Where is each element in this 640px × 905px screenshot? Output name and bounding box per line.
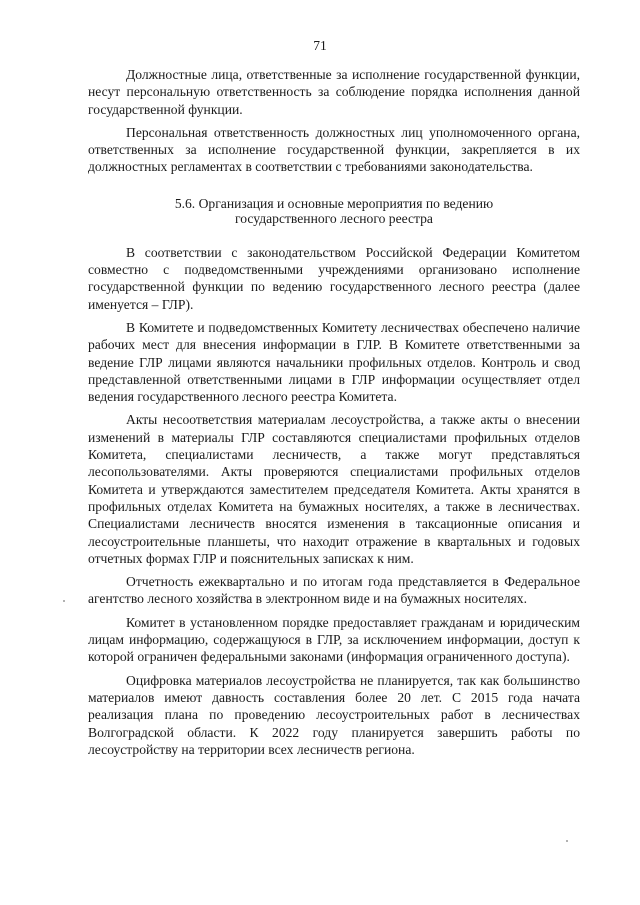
scan-speck: [566, 840, 568, 842]
paragraph-acts: Акты несоответствия материалам лесоустройства, а также акты о внесении изменений в материалы ГЛР составляются специалистами профильных отделов Комитета, специалистами лесничеств, а также могут представляться лесопользователями. Акты проверяются специалистами профильных отделов Комитета и утверждаются заместителем председателя Комитета. Акты хранятся в профильных отделах Комитета на бумажных носителях, а также в лесничествах. Специалистами лесничеств вносятся изменения в таксационные описания и лесоустроительные планшеты, что находит отражение в квартальных и годовых отчетных формах ГЛР и пояснительных записках к ним.: [88, 412, 580, 566]
paragraph-workplaces: В Комитете и подведомственных Комитету лесничествах обеспечено наличие рабочих мест для внесения информации в ГЛР. В Комитете ответственными за ведение ГЛР лицами являются начальники профильных отделов. Контроль и свод представленной ответственными лицами в ГЛР информации осуществляет отдел ведения государственного лесного реестра Комитета.: [88, 319, 580, 405]
page-number: 71: [313, 38, 327, 53]
paragraph-reporting: Отчетность ежеквартально и по итогам года представляется в Федеральное агентство лесного хозяйства в электронном виде и на бумажных носителях.: [88, 574, 580, 607]
section-title-line-2: государственного лесного реестра: [235, 210, 433, 226]
paragraph-glr-organization: В соответствии с законодательством Российской Федерации Комитетом совместно с подведомственными учреждениями организовано исполнение государственной функции по ведению государственного лесного реестра (далее именуется – ГЛР).: [88, 244, 580, 312]
paragraph-personal-responsibility: Персональная ответственность должностных лиц уполномоченного органа, ответственных за исполнение государственной функции, закрепляется в их должностных регламентах в соответствии с требованиями законодательства.: [88, 124, 580, 175]
document-body: [88, 66, 580, 764]
paragraph-information-access: Комитет в установленном порядке предоставляет гражданам и юридическим лицам информацию, содержащуюся в ГЛР, за исключением информации, доступ к которой ограничен федеральными законами (информация ограниченного доступа).: [88, 614, 580, 665]
section-title-line-1: 5.6. Организация и основные мероприятия по ведению: [174, 195, 494, 211]
paragraph-digitization: Оцифровка материалов лесоустройства не планируется, так как большинство материалов имеют давность составления более 20 лет. С 2015 года начата реализация плана по проведению лесоустроительных работ в лесничествах Волгоградской области. К 2022 году планируется завершить работы по лесоустройству на территории всех лесничеств региона.: [88, 672, 580, 757]
scan-speck: [63, 600, 65, 602]
paragraph-officials-responsibility: Должностные лица, ответственные за исполнение государственной функции, несут персональную ответственность за соблюдение порядка исполнения данной государственной функции.: [88, 67, 580, 117]
section-title: [88, 196, 580, 226]
